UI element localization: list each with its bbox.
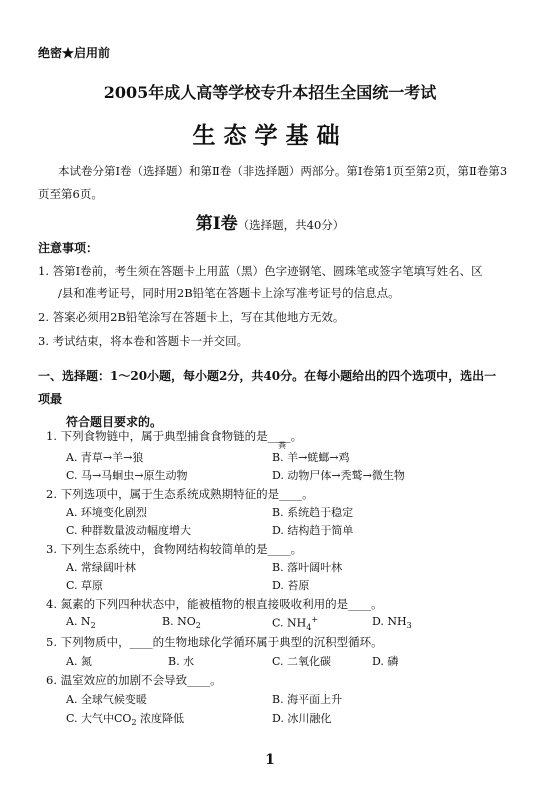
option-text: A. N [66, 615, 91, 628]
option-c: C. 草原 [66, 579, 104, 592]
intro-paragraph: 本试卷分第Ⅰ卷（选择题）和第Ⅱ卷（非选择题）两部分。第Ⅰ卷第1页至第2页，第Ⅱ卷第3页至第6页。 [38, 164, 508, 201]
section-subtitle: （选择题，共40分） [237, 218, 345, 232]
question-stem: 1. 下列食物链中，属于典型捕食食物链的是____。 [46, 429, 303, 443]
option-a: A. 青草→羊→狼 [66, 451, 144, 464]
notice-item: 1. 答第Ⅰ卷前，考生须在答题卡上用蓝（黑）色字迹钢笔、圆珠笔或签字笔填写姓名、区 [38, 264, 483, 278]
question-stem: 5. 下列物质中，____的生物地球化学循环属于典型的沉积型循环。 [46, 635, 383, 649]
option-text: B. NO [162, 615, 196, 628]
part-heading-line: 符合题目要求的。 [66, 415, 163, 429]
option-b: B. 系统趋于稳定 [272, 506, 354, 519]
option-a: A. 常绿阔叶林 [66, 561, 136, 574]
option-c: C. 大气中$CO_2$ 浓度降低 [66, 712, 185, 728]
option-a: A. $N_2$ [66, 615, 96, 631]
question-stem: 3. 下列生态系统中，食物网结构较简单的是____。 [46, 542, 303, 556]
confidential-mark: 绝密★启用前 [38, 46, 111, 60]
option-text: B. 羊→蜣螂→鸡 [272, 451, 350, 464]
notice-item: /县和准考证号，同时用2B铅笔在答题卡上涂写准考证号的信息点。 [58, 286, 400, 300]
option-d: D. 动物尸体→秃鹫→微生物 [272, 469, 405, 482]
part-heading-line: 一、选择题：1～20小题，每小题2分，共40分。在每小题给出的四个选项中，选出一项最 [38, 369, 497, 406]
option-b: B. 水 [168, 655, 195, 668]
option-a: A. 全球气候变暖 [66, 693, 147, 706]
option-text-tail: 浓度降低 [140, 712, 185, 725]
arrow-annotation [272, 441, 350, 465]
option-c: C. 二氧化碳 [272, 655, 332, 668]
question-stem: 6. 温室效应的加剧不会导致____。 [46, 673, 222, 687]
option-d: D. 苔原 [272, 579, 310, 592]
option-text: C. 大气中CO [66, 712, 132, 725]
subject-title: 生态学基础 [192, 122, 348, 149]
question-stem: 2. 下列选项中，属于生态系统成熟期特征的是____。 [46, 487, 314, 501]
option-c: C. 马→马蛔虫→原生动物 [66, 469, 188, 482]
option-text: C. NH [272, 616, 307, 630]
option-d: D. 磷 [372, 655, 399, 668]
part-heading [38, 365, 508, 434]
exam-title: 2005年成人高等学校专升本招生全国统一考试 [103, 83, 437, 102]
notice-item: 2. 答案必须用2B铅笔涂写在答题卡上，写在其他地方无效。 [38, 310, 345, 324]
option-a: A. 环境变化剧烈 [66, 506, 147, 519]
option-text: D. NH [372, 615, 407, 628]
option-d: D. $NH_3$ [372, 615, 412, 631]
arrow-label: 粪 [278, 441, 286, 450]
page-number: 1 [265, 752, 275, 768]
notice-item: 3. 考试结束，将本卷和答题卡一并交回。 [38, 334, 249, 348]
option-c: C. 种群数量波动幅度增大 [66, 524, 192, 537]
option-b: B. 海平面上升 [272, 693, 343, 706]
option-b: B. 落叶阔叶林 [272, 561, 343, 574]
option-b [272, 441, 350, 465]
option-d: D. 结构趋于简单 [272, 524, 354, 537]
notice-title: 注意事项： [38, 241, 99, 255]
option-d: D. 冰川融化 [272, 712, 332, 725]
option-c: C. $NH_4^+$ [272, 615, 319, 632]
question-stem: 4. 氮素的下列四种状态中，能被植物的根直接吸收利用的是____。 [46, 597, 383, 611]
option-a: A. 氮 [66, 655, 92, 668]
section-heading [0, 209, 540, 234]
option-b: B. $NO_2$ [162, 615, 201, 631]
section-title: 第Ⅰ卷 [195, 214, 238, 234]
